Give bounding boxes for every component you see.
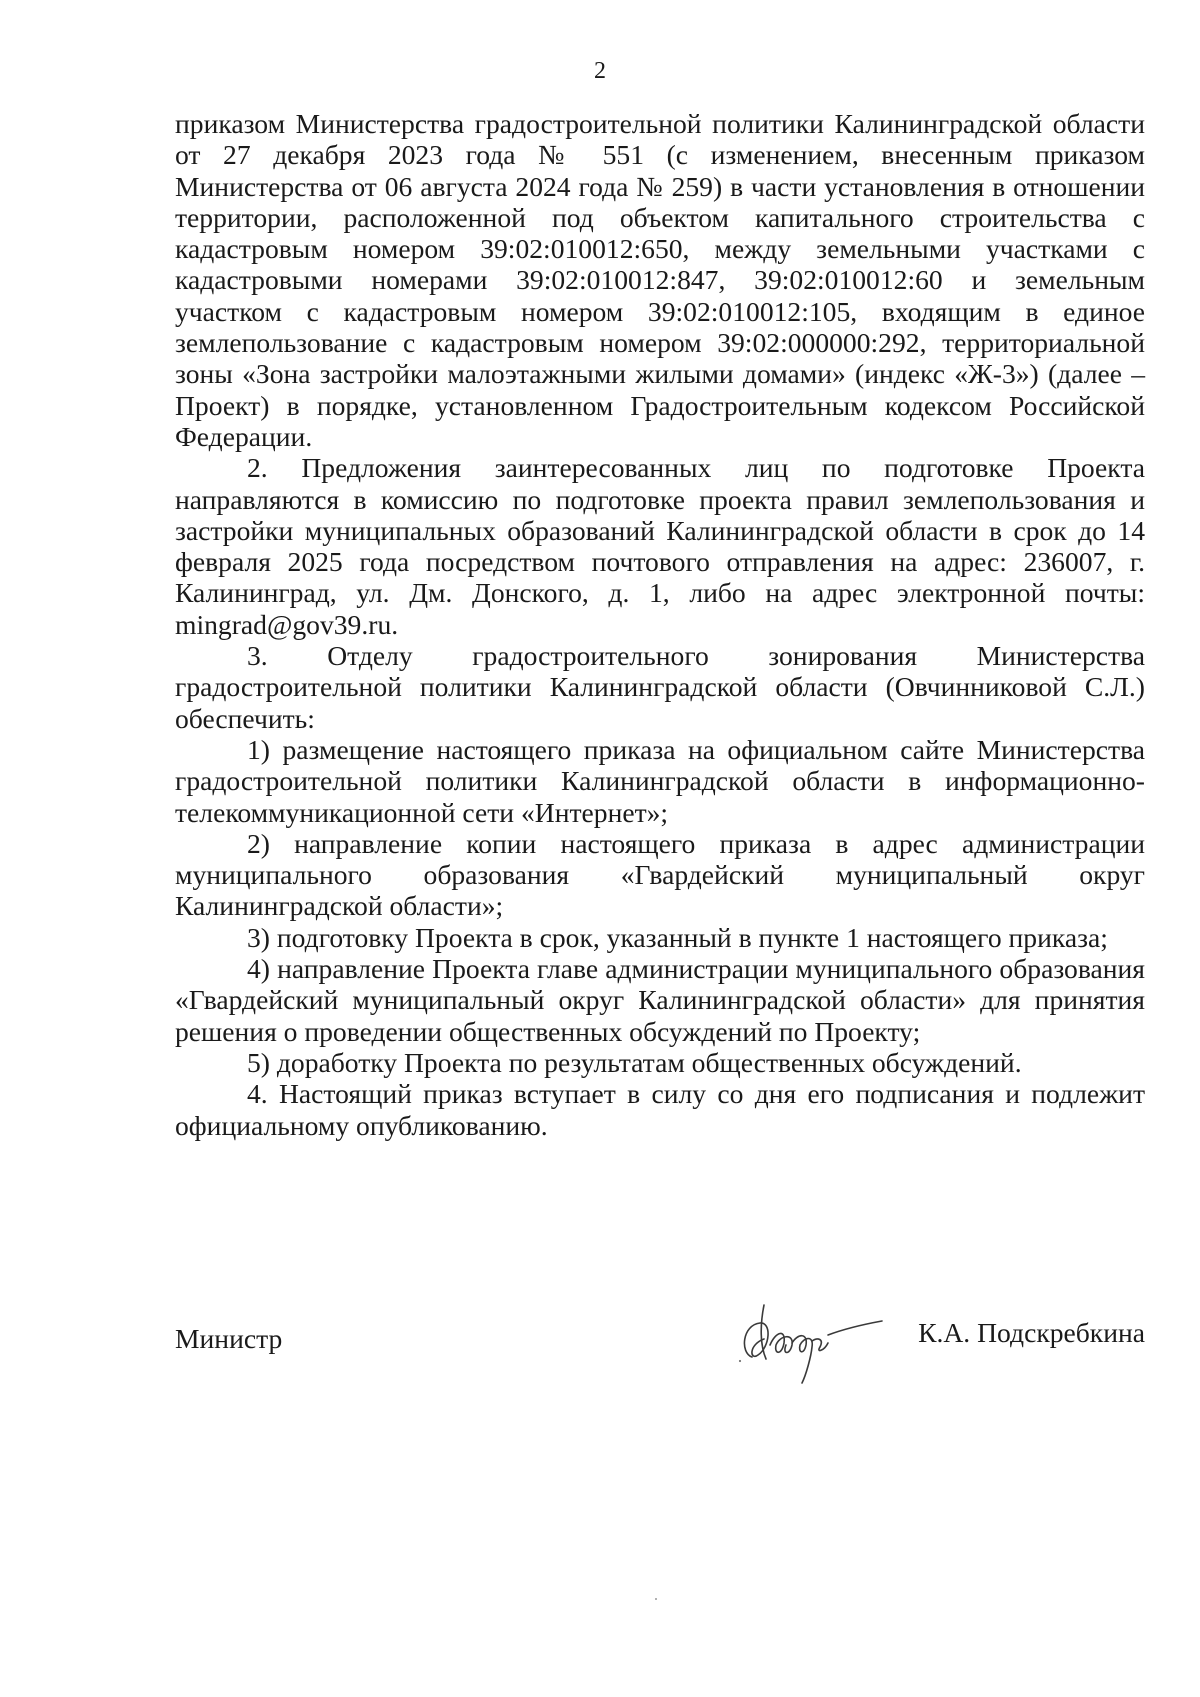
subitem-2: 2) направление копии настоящего приказа в адрес администрации муниципального образования «Гвардейский муниципальный округ Калининградской области»; [175,827,1145,922]
document-body [175,108,1145,1141]
subitem-3: 3) подготовку Проекта в срок, указанный в пункте 1 настоящего приказа; [247,921,1108,953]
handwritten-signature-icon [720,1295,900,1390]
subitem-5: 5) доработку Проекта по результатам общественных обсуждений. [247,1046,1022,1078]
paragraph-item-4: 4. Настоящий приказ вступает в силу со дня его подписания и подлежит официальному опубликованию. [175,1078,1145,1141]
subitem-4: 4) направление Проекта главе администрации муниципального образования «Гвардейский муниципальный округ Калининградской области» для принятия решения о проведении общественных обсуждений по Проекту; [175,953,1145,1047]
subitem-1: 1) размещение настоящего приказа на официальном сайте Министерства градостроительной политики Калининградской области в информационно-телекоммуникационной сети «Интернет»; [175,733,1145,828]
paragraph-continuation: приказом Министерства градостроительной политики Калининградской области от 27 декабря 2023 года № 551 (с изменением, внесенным приказом Министерства от 06 августа 2024 года № 259) в части установления в отношении территории, расположенной под объектом капитального строительства с кадастровым номером 39:02:010012:650, между земельными участками с кадастровыми номерами 39:02:010012:847, 39:02:010012:60 и земельным участком с кадастровым номером 39:02:010012:105, входящим в единое землепользование с кадастровым номером 39:02:000000:292, территориальной зоны «Зона застройки малоэтажными жилыми домами» (индекс «Ж-3») (далее – Проект) в порядке, установленном Градостроительным кодексом Российской Федерации. [175,108,1145,452]
paragraph-item-3: 3. Отделу градостроительного зонирования Министерства градостроительной политики Калининградской области (Овчинниковой С.Л.) обеспечить: [175,640,1145,734]
page-number: 2 [594,58,606,84]
signatory-title: Министр [175,1323,283,1354]
scan-speck [655,1598,657,1600]
signature-block [175,1295,1145,1385]
paragraph-item-2: 2. Предложения заинтересованных лиц по подготовке Проекта направляются в комиссию по подготовке проекта правил землепользования и застройки муниципальных образований Калининградской области в срок до 14 февраля 2025 года посредством почтового отправления на адрес: 236007, г. Калининград, ул. Дм. Донского, д. 1, либо на адрес электронной почты: mingrad@gov39.ru. [175,452,1145,640]
signatory-name: К.А. Подскребкина [918,1317,1145,1348]
